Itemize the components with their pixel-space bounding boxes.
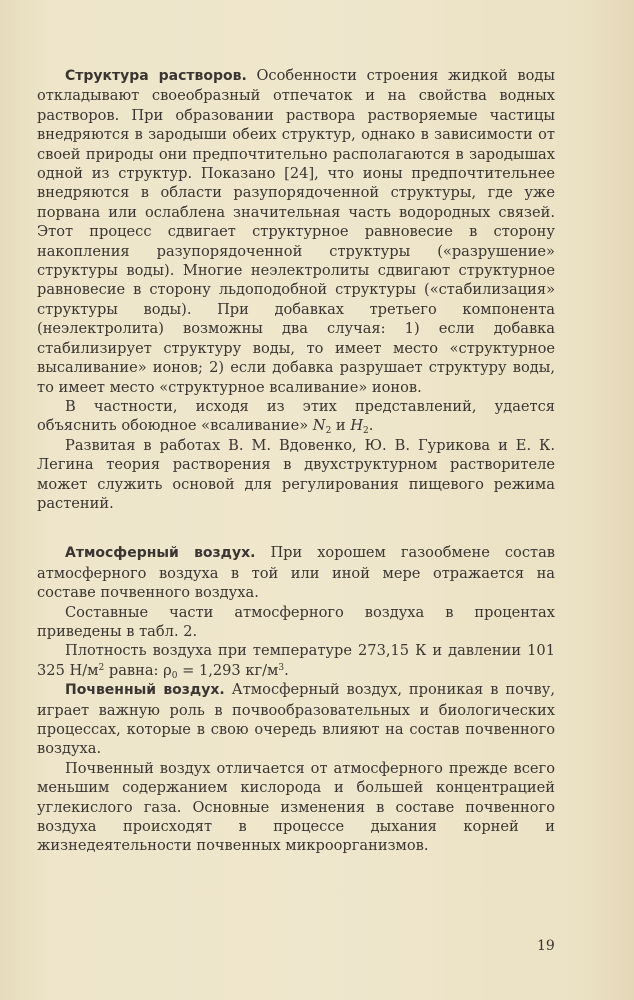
paragraph-text: Развитая в работах В. М. Вдовенко, Ю. В. Гурикова и Е. К. Легина теория растворения в двухструктурном растворителе может служить основой для регулирования пищевого режима растений. <box>37 436 555 512</box>
paragraph-text: = 1,293 кг/м <box>177 661 279 679</box>
paragraph-salting-in <box>37 397 555 436</box>
paragraph-soil-air <box>37 680 555 759</box>
superscript: 3 <box>278 662 285 673</box>
body-text <box>37 66 555 856</box>
paragraph-text: Плотность воздуха при температуре 273,15 К и давлении 101 325 Н/м <box>37 642 555 679</box>
paragraph-air-composition <box>37 603 555 642</box>
page-number: 19 <box>537 938 555 954</box>
paragraph-text: При хорошем газообмене состав атмосферного воздуха в той или иной мере отражается на составе почвенного воздуха. <box>37 544 555 602</box>
superscript: 2 <box>98 662 105 673</box>
run-in-heading-soil-air: Почвенный воздух. <box>65 682 225 699</box>
paragraph-text: Атмосферный воздух, проникая в почву, играет важную роль в почвообразовательных и биологических процессах, которые в свою очередь влияют на состав почвенного воздуха. <box>37 681 555 758</box>
paragraph-text: Почвенный воздух отличается от атмосферного прежде всего меньшим содержанием кислорода и большей концентрацией углекислого газа. Основные изменения в составе почвенного воздуха происходят в процессе дыхания корней и жизнедеятельности почвенных микроорганизмов. <box>37 759 555 855</box>
period: . <box>284 661 289 679</box>
formula-hydrogen: H <box>350 417 364 435</box>
paragraph-soil-air-difference <box>37 759 555 856</box>
run-in-heading-solution-structure: Структура растворов. <box>65 68 247 84</box>
formula-nitrogen: N <box>312 417 326 435</box>
run-in-heading-atmospheric-air: Атмосферный воздух. <box>65 545 256 562</box>
paragraph-theory <box>37 436 555 514</box>
paragraph-atmospheric-air <box>37 543 555 602</box>
formula-subscript: 2 <box>325 426 332 437</box>
period: . <box>368 417 374 435</box>
conjunction: и <box>331 417 351 435</box>
subscript: 0 <box>171 670 178 681</box>
paragraph-air-density <box>37 641 555 680</box>
paragraph-text: Составные части атмосферного воздуха в процентах приведены в табл. 2. <box>37 603 555 640</box>
paragraph-solution-structure <box>37 66 555 397</box>
formula-subscript: 2 <box>363 426 369 437</box>
paragraph-text: равна: ρ <box>104 661 172 679</box>
paragraph-text: Особенности строения жидкой воды откладывают своеобразный отпечаток и на свойства водных растворов. При образовании раствора растворяемые частицы внедряются в зародыши обеих структур, однако в зависимости от своей природы они предпочтительно располагаются в зародышах одной из структур. Показано [24], что ионы предпочтительнее внедряются в области разупорядоченной структуры, где уже порвана или ослаблена значительная часть водородных связей. Этот процесс сдвигает структурное равновесие в сторону накопления разупорядоченной структуры («разрушение» структуры воды). Многие неэлектролиты сдвигают структурное равновесие в сторону льдоподобной структуры («стабилизация» структуры воды). При добавках третьего компонента (неэлектролита) возможны два случая: 1) если добавка стабилизирует структуру воды, то имеет место «структурное высаливание» ионов; 2) если добавка разрушает структуру воды, то имеет место «структурное всаливание» ионов. <box>37 67 555 396</box>
paragraph-text: В частности, исходя из этих представлений, удается объяснить обоюдное «всаливание» <box>37 397 555 435</box>
